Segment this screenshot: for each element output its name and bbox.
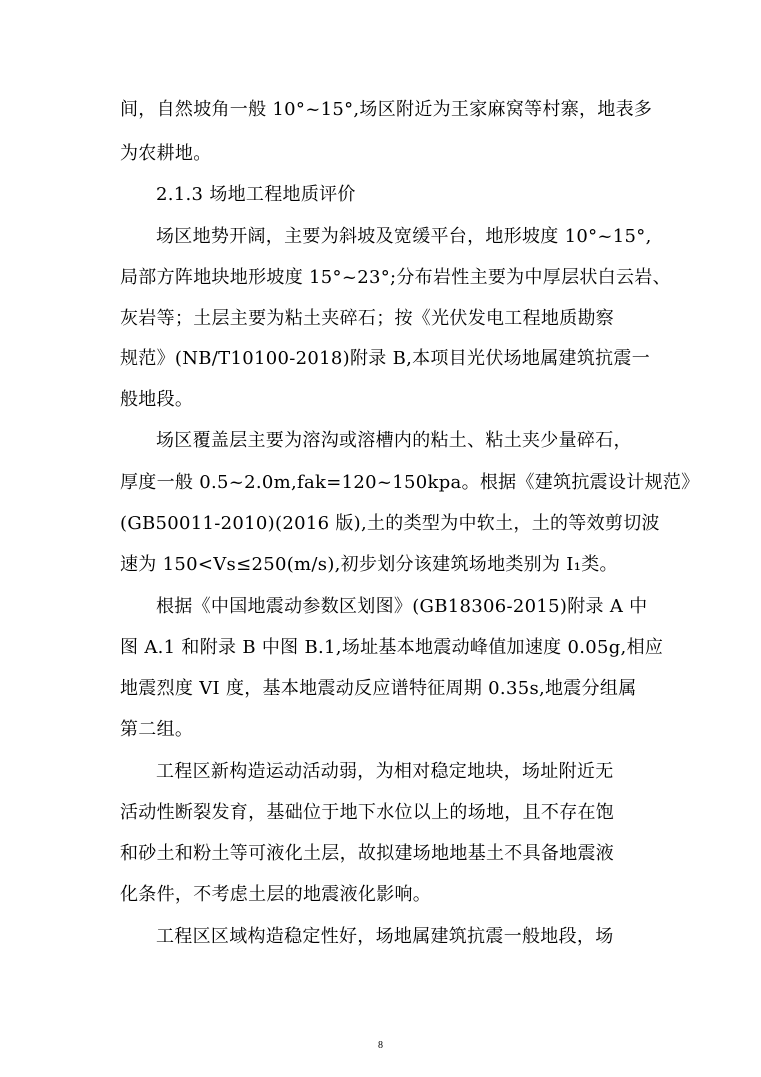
text-line: (GB50011-2010)(2016 版),土的类型为中软土，土的等效剪切波	[120, 513, 660, 534]
text-line: 场区地势开阔，主要为斜坡及宽缓平台，地形坡度 10°~15°,	[156, 226, 652, 247]
text-line: 为农耕地。	[120, 143, 212, 164]
text-line: 场区覆盖层主要为溶沟或溶槽内的粘土、粘土夹少量碎石，	[156, 430, 632, 451]
text-line: 地震烈度 VI 度，基本地震动反应谱特征周期 0.35s,地震分组属	[120, 678, 637, 699]
text-line: 第二组。	[120, 719, 194, 740]
text-line: 根据《中国地震动参数区划图》(GB18306-2015)附录 A 中	[156, 596, 648, 617]
text-line: 规范》(NB/T10100-2018)附录 B,本项目光伏场地属建筑抗震一	[120, 348, 651, 369]
text-line: 化条件，不考虑土层的地震液化影响。	[120, 884, 432, 905]
text-line: 局部方阵地块地形坡度 15°~23°;分布岩性主要为中厚层状白云岩、	[120, 267, 671, 288]
text-line: 般地段。	[120, 389, 194, 410]
text-line: 图 A.1 和附录 B 中图 B.1,场址基本地震动峰值加速度 0.05g,相应	[120, 637, 664, 658]
text-line: 和砂土和粉土等可液化土层，故拟建场地地基土不具备地震液	[120, 843, 615, 864]
section-heading: 2.1.3 场地工程地质评价	[156, 184, 356, 205]
text-line: 间，自然坡角一般 10°~15°,场区附近为王家麻窝等村寨，地表多	[120, 99, 653, 120]
text-line: 灰岩等；土层主要为粘土夹碎石；按《光伏发电工程地质勘察	[120, 308, 615, 329]
text-line: 工程区区域构造稳定性好，场地属建筑抗震一般地段，场	[156, 926, 614, 947]
text-line: 厚度一般 0.5~2.0m,fak=120~150kpa。根据《建筑抗震设计规范》	[120, 472, 700, 493]
page-number: 8	[378, 1040, 383, 1051]
text-line: 活动性断裂发育，基础位于地下水位以上的场地，且不存在饱	[120, 802, 615, 823]
text-line: 工程区新构造运动活动弱，为相对稳定地块，场址附近无	[156, 761, 614, 782]
text-line: 速为 150<Vs≤250(m/s),初步划分该建筑场地类别为 I₁类。	[120, 554, 618, 575]
